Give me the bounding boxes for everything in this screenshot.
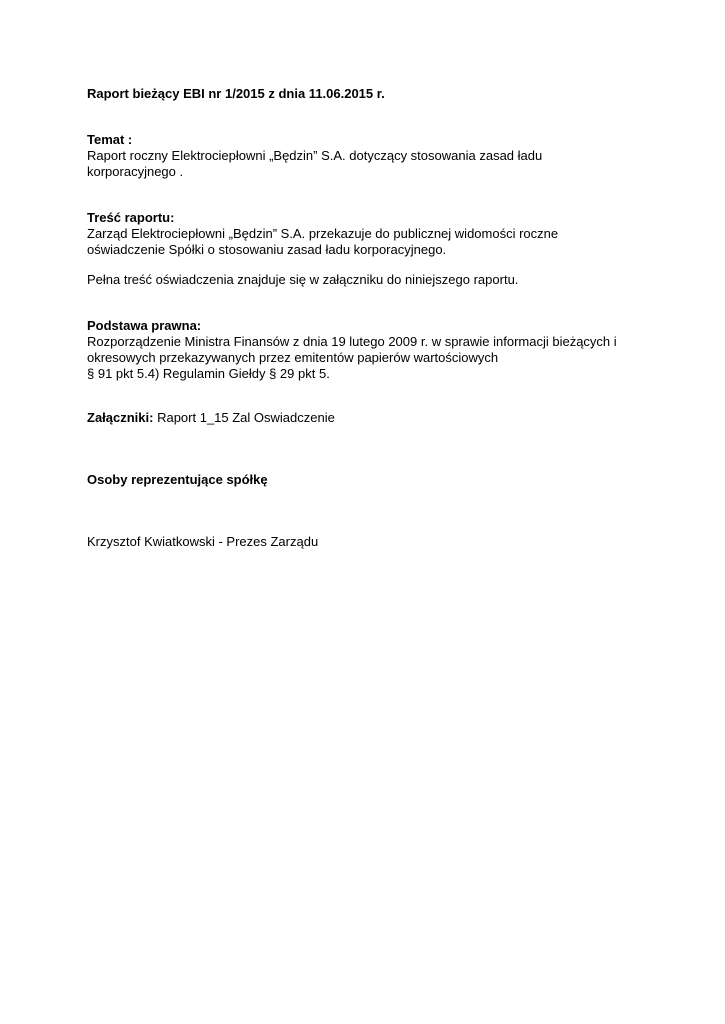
legal-basis-line-3: § 91 pkt 5.4) Regulamin Giełdy § 29 pkt 5. (87, 366, 330, 381)
topic-line-2: korporacyjnego . (87, 164, 184, 179)
legal-basis-section (87, 318, 657, 382)
legal-basis-heading: Podstawa prawna: (87, 318, 202, 333)
attachments-section (87, 410, 657, 426)
full-text-note-text: Pełna treść oświadczenia znajduje się w załączniku do niniejszego raportu. (87, 272, 519, 287)
full-text-note (87, 272, 657, 288)
content-line-2: oświadczenie Spółki o stosowaniu zasad ładu korporacyjnego. (87, 242, 447, 257)
signer-section (87, 534, 657, 550)
topic-line-1: Raport roczny Elektrociepłowni „Będzin” S.A. dotyczący stosowania zasad ładu (87, 148, 543, 163)
attachments-label: Załączniki: (87, 410, 154, 425)
report-title (87, 86, 657, 102)
signer-name: Krzysztof Kwiatkowski - Prezes Zarządu (87, 534, 319, 549)
content-line-1: Zarząd Elektrociepłowni „Będzin” S.A. przekazuje do publicznej widomości roczne (87, 226, 559, 241)
content-section (87, 210, 657, 258)
report-title-text: Raport bieżący EBI nr 1/2015 z dnia 11.06.2015 r. (87, 86, 385, 101)
representatives-heading: Osoby reprezentujące spółkę (87, 472, 268, 487)
topic-heading: Temat : (87, 132, 133, 147)
legal-basis-line-1: Rozporządzenie Ministra Finansów z dnia 19 lutego 2009 r. w sprawie informacji bieżących i (87, 334, 617, 349)
attachments-value: Raport 1_15 Zal Oswiadczenie (153, 410, 335, 425)
topic-section (87, 132, 657, 180)
content-heading: Treść raportu: (87, 210, 175, 225)
representatives-section (87, 472, 657, 488)
legal-basis-line-2: okresowych przekazywanych przez emitentów papierów wartościowych (87, 350, 499, 365)
